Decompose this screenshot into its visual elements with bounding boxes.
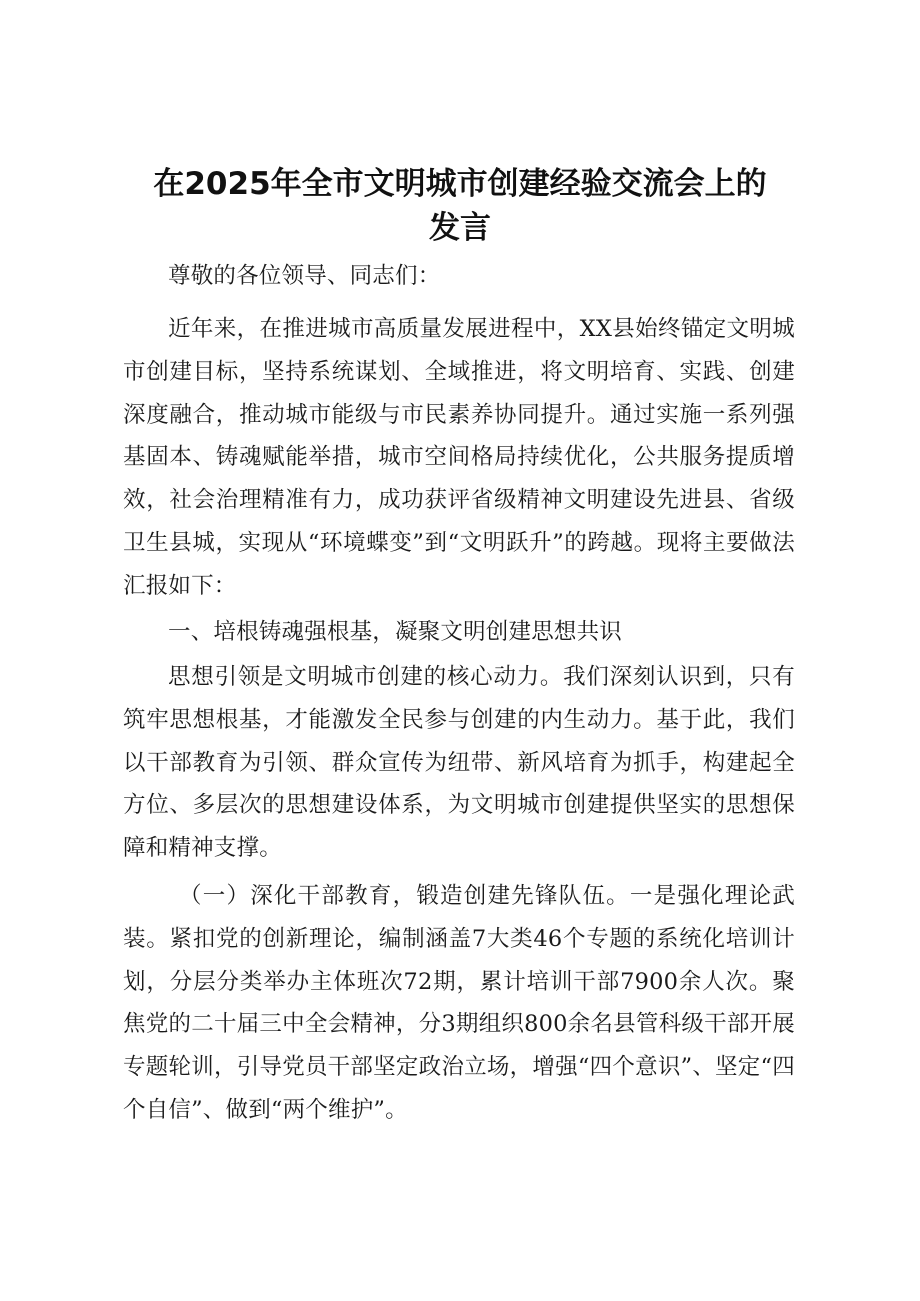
section-1-paragraph: 思想引领是文明城市创建的核心动力。我们深刻认识到，只有筑牢思想根基，才能激发全民参与创建的内生动力。基于此，我们以干部教育为引领、群众宣传为纽带、新风培育为抓手，构建起全方位、多层次的思想建设体系，为文明城市创建提供坚实的思想保障和精神支撑。 [123, 664, 795, 862]
section-heading-1: 一、培根铸魂强根基，凝聚文明创建思想共识 [168, 619, 623, 645]
intro-paragraph: 近年来，在推进城市高质量发展进程中，XX县始终锚定文明城市创建目标，坚持系统谋划、全域推进，将文明培育、实践、创建深度融合，推动城市能级与市民素养协同提升。通过实施一系列强基固本、铸魂赋能举措，城市空间格局持续优化，公共服务提质增效，社会治理精准有力，成功获评省级精神文明建设先进县、省级卫生县城，实现从“环境蝶变”到“文明跃升”的跨越。现将主要做法汇报如下： [123, 316, 795, 599]
salutation: 尊敬的各位领导、同志们： [168, 263, 441, 289]
document-title: 在2025年全市文明城市创建经验交流会上的发言 [153, 166, 767, 246]
subsection-1-paragraph: （一）深化干部教育，锻造创建先锋队伍。一是强化理论武装。紧扣党的创新理论，编制涵盖7大类46个专题的系统化培训计划，分层分类举办主体班次72期，累计培训干部7900余人次。聚焦党的二十届三中全会精神，分3期组织800余名县管科级干部开展专题轮训，引导党员干部坚定政治立场，增强“四个意识”、坚定“四个自信”、做到“两个维护”。 [123, 883, 795, 1123]
